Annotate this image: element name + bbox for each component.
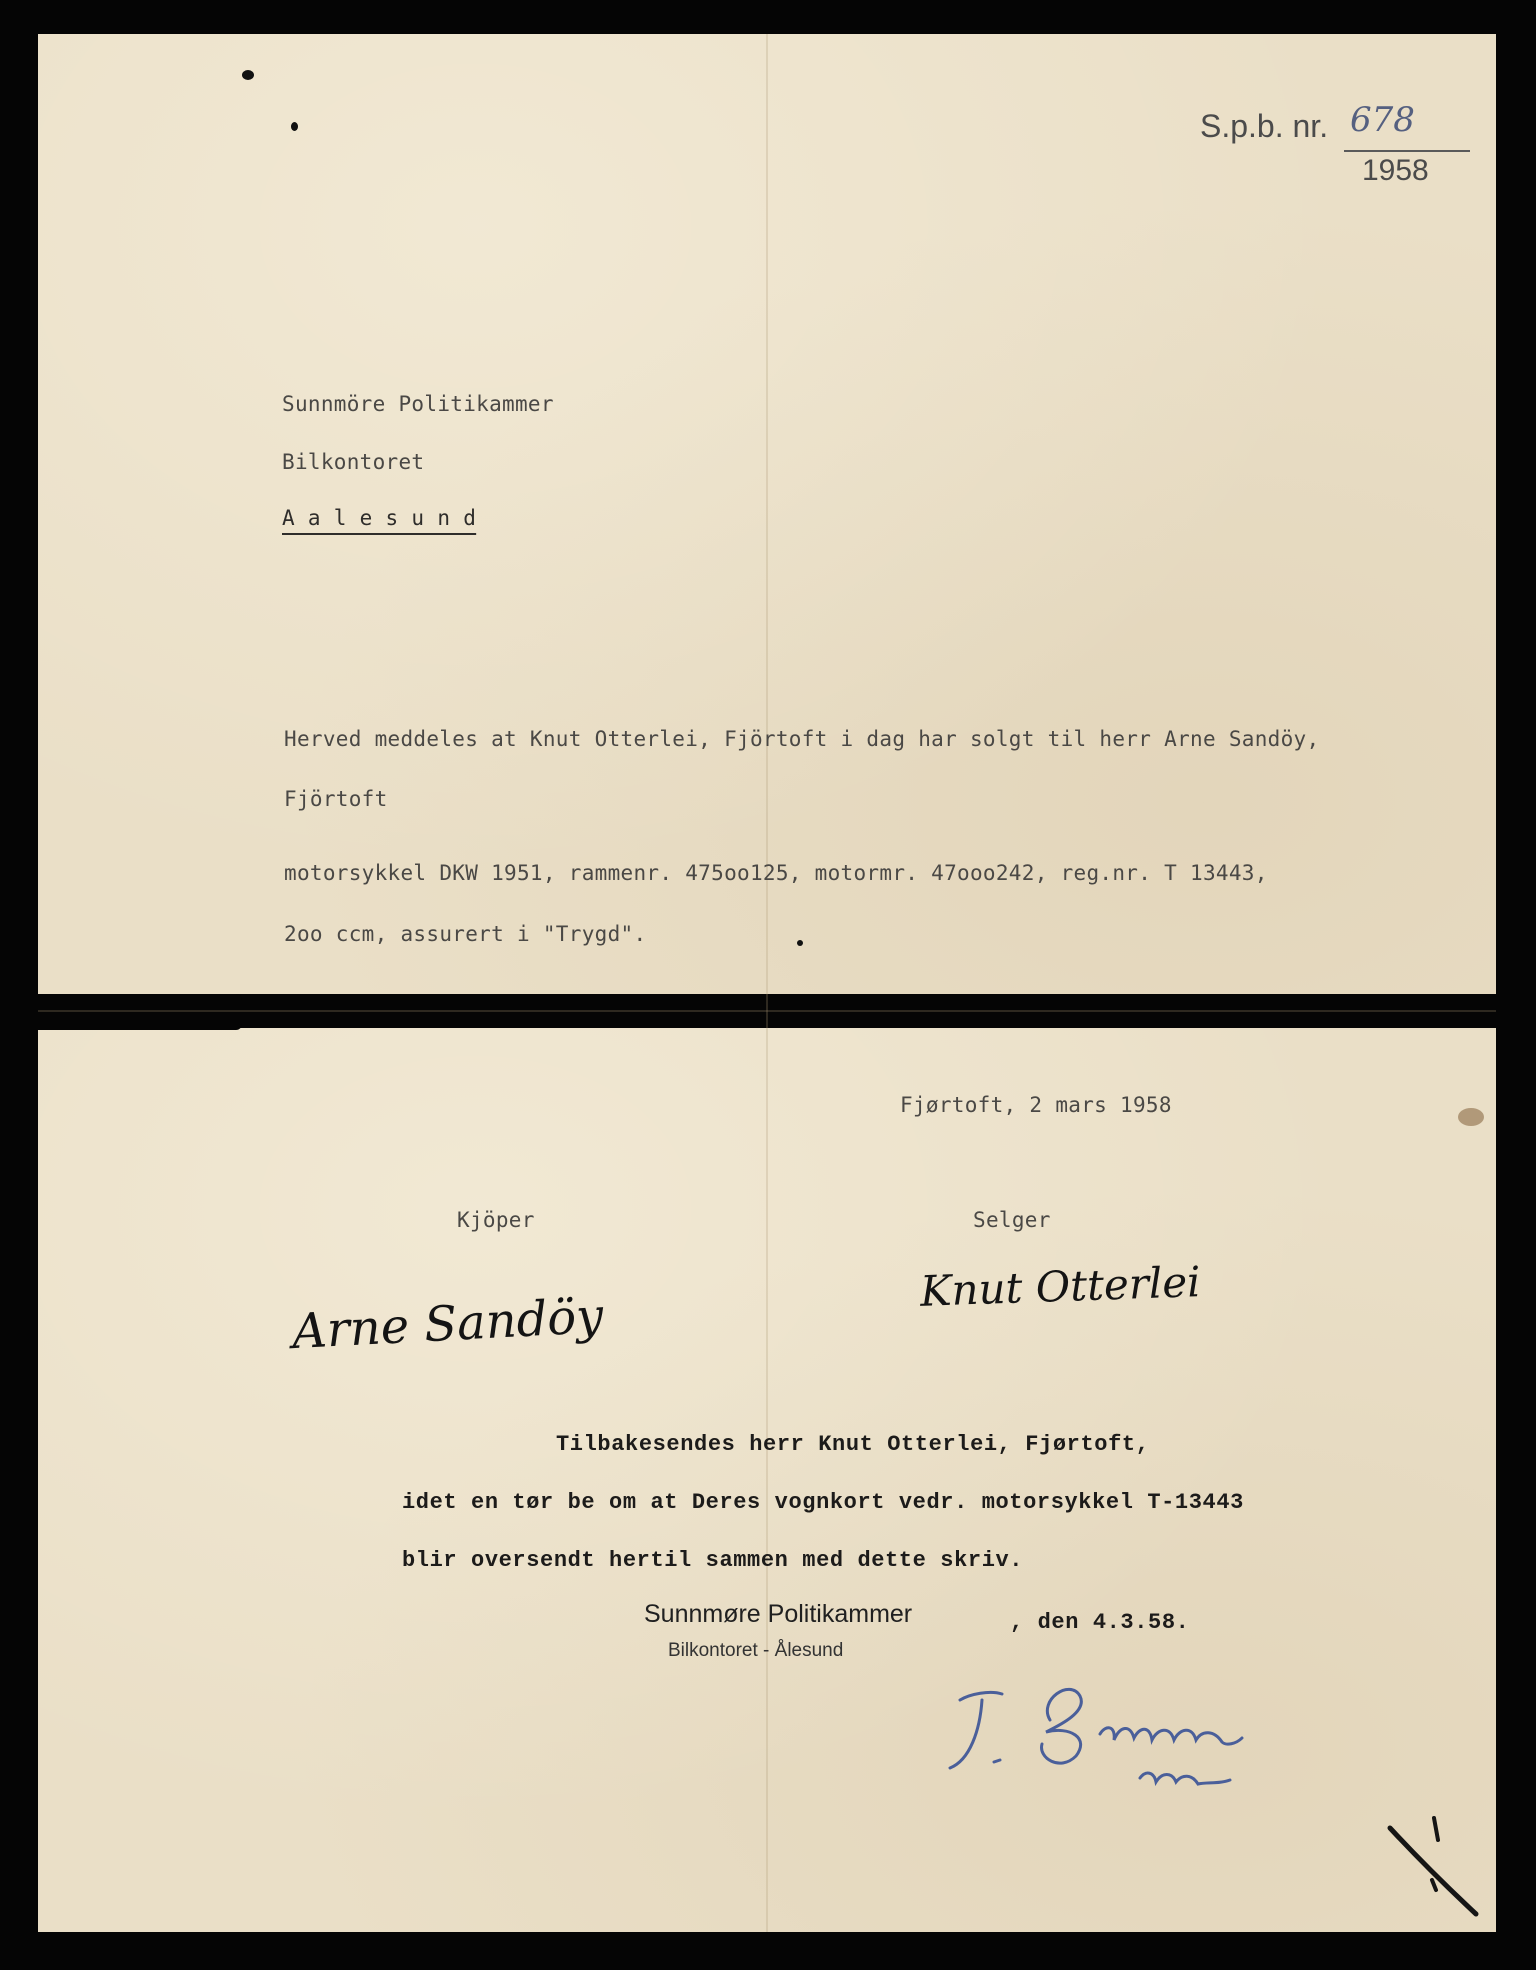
office-stamp-line-2: Bilkontoret - Ålesund: [668, 1640, 844, 1661]
body-line-3: motorsykkel DKW 1951, rammenr. 475oo125, motormr. 47ooo242, reg.nr. T 13443,: [284, 861, 1268, 885]
fold-line-horizontal: [38, 1010, 1496, 1012]
official-signature: [930, 1660, 1310, 1810]
reply-line-1: Tilbakesendes herr Knut Otterlei, Fjørtoft,: [556, 1432, 1150, 1457]
seller-label: Selger: [973, 1208, 1051, 1232]
buyer-label: Kjöper: [457, 1208, 535, 1232]
reply-line-3: blir oversendt hertil sammen med dette skriv.: [402, 1548, 1024, 1573]
corner-x-mark: [1376, 1816, 1496, 1926]
office-stamp-line-1: Sunnmøre Politikammer: [644, 1600, 913, 1628]
seller-signature: Knut Otterlei: [919, 1257, 1202, 1316]
body-line-1: Herved meddeles at Knut Otterlei, Fjörtoft i dag har solgt til herr Arne Sandöy,: [284, 727, 1320, 751]
speck-mark: [1458, 1108, 1484, 1126]
spb-divider: [1344, 150, 1470, 152]
address-city: A a l e s u n d: [282, 506, 477, 530]
body-line-4: 2oo ccm, assurert i "Trygd".: [284, 922, 647, 946]
address-line-2: Bilkontoret: [282, 450, 425, 474]
spb-year: 1958: [1362, 154, 1429, 187]
reply-date: , den 4.3.58.: [1010, 1610, 1190, 1635]
address-line-1: Sunnmöre Politikammer: [282, 392, 554, 416]
speck-mark: [291, 122, 298, 131]
torn-notch: [30, 994, 242, 1030]
spb-label: S.p.b. nr.: [1200, 108, 1329, 144]
place-date: Fjørtoft, 2 mars 1958: [900, 1093, 1172, 1117]
buyer-signature: Arne Sandöy: [290, 1287, 605, 1361]
spb-number: 678: [1350, 100, 1415, 140]
reply-line-2: idet en tør be om at Deres vognkort vedr. motorsykkel T-13443: [402, 1490, 1244, 1515]
body-line-2: Fjörtoft: [284, 787, 388, 811]
speck-mark: [242, 70, 254, 80]
speck-mark: [797, 940, 803, 946]
